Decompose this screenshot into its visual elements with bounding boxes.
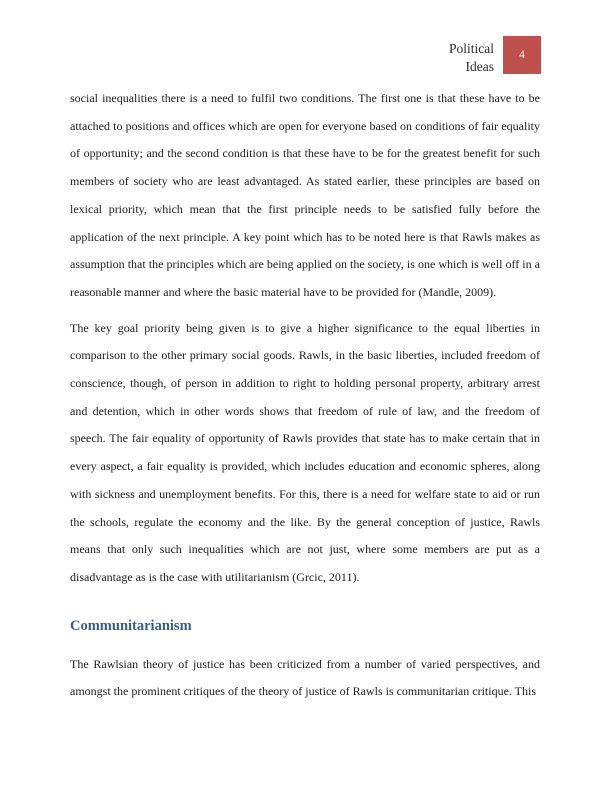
header-title-line-1: Political bbox=[449, 41, 494, 56]
page-header bbox=[449, 36, 541, 76]
page-number-badge: 4 bbox=[503, 36, 541, 74]
header-title bbox=[449, 36, 494, 76]
body-paragraph: The key goal priority being given is to give a higher significance to the equal liberties in comparison to the other primary social goods. Rawls, in the basic liberties, included freedom of conscience, though, of person in addition to right to holding personal property, arbitrary arrest and detention, which in other words shows that freedom of rule of law, and the freedom of speech. The fair equality of opportunity of Rawls provides that state has to make certain that in every aspect, a fair equality is provided, which includes education and economic spheres, along with sickness and unemployment benefits. For this, there is a need for welfare state to aid or run the schools, regulate the economy and the like. By the general conception of justice, Rawls means that only such inequalities which are not just, where some members are put as a disadvantage as is the case with utilitarianism (Grcic, 2011). bbox=[70, 320, 540, 584]
body-paragraph: social inequalities there is a need to fulfil two conditions. The first one is that these have to be attached to positions and offices which are open for everyone based on conditions of fair equality of opportunity; and the second condition is that these have to be for the greatest benefit for such members of society who are least advantaged. As stated earlier, these principles are based on lexical priority, which mean that the first principle needs to be satisfied fully before the application of the next principle. A key point which has to be noted here is that Rawls makes as assumption that the principles which are being applied on the society, is one which is well off in a reasonable manner and where the basic material have to be provided for (Mandle, 2009). bbox=[70, 91, 540, 299]
section-heading-communitarianism: Communitarianism bbox=[70, 617, 192, 634]
header-title-line-2: Ideas bbox=[465, 59, 494, 74]
body-paragraph: The Rawlsian theory of justice has been criticized from a number of varied perspectives, and amongst the prominent critiques of the theory of justice of Rawls is communitarian critique. This bbox=[70, 656, 540, 699]
document-body bbox=[70, 85, 540, 714]
